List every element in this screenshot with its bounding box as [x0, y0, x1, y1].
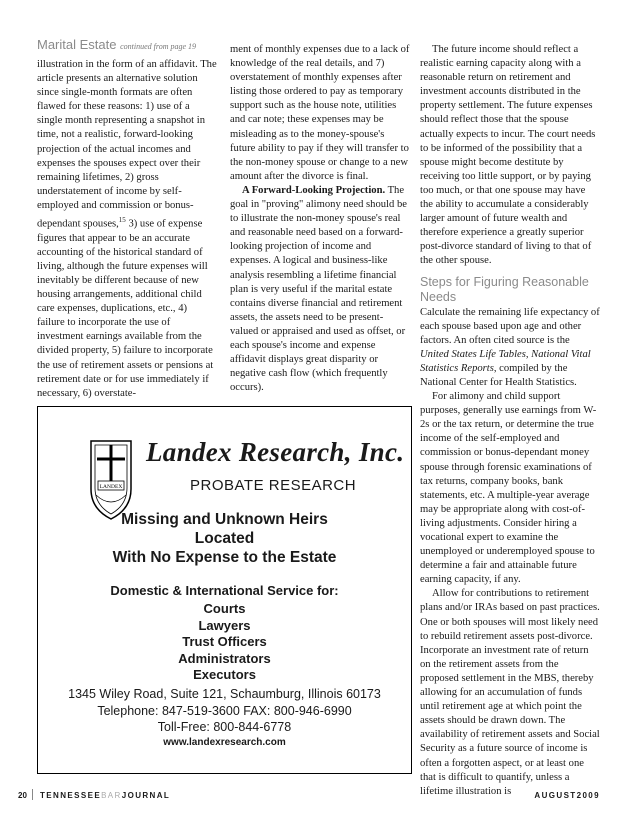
services-list — [38, 601, 411, 684]
column-2 — [230, 43, 411, 395]
address: 1345 Wiley Road, Suite 121, Schaumburg, Illinois 60173 — [68, 687, 381, 701]
page-footer — [0, 788, 638, 804]
contact-block — [38, 686, 411, 736]
service-item: Administrators — [178, 650, 271, 666]
service-item: Lawyers — [198, 617, 251, 633]
division-name: PROBATE RESEARCH — [190, 477, 357, 494]
service-item: Trust Officers — [182, 634, 267, 649]
service-item: Executors — [193, 667, 256, 682]
service-item: Courts — [203, 601, 246, 616]
col2-paragraph-1: ment of monthly expenses due to a lack of knowledge of the real details, and 7) overstatement of monthly expenses after listing those ordered to pay as temporary support such as the house note, utilities and car note; these expenses may be misleading as to the money-spouse's future ability to pay if they will transfer to the non-money spouse or change to a new amount after the divorce is final. — [230, 44, 410, 182]
inline-heading: A Forward-Looking Projection. — [242, 184, 386, 196]
continued-note: continued from page 19 — [120, 42, 197, 51]
ad-headline: Missing and Unknown Heirs Located With No Expense to the Estate — [112, 511, 337, 566]
column-1 — [37, 58, 217, 401]
publication-name: TENNESSEEBARJOURNAL — [40, 791, 171, 800]
col3-paragraph-3: For alimony and child support purposes, generally use earnings from W-2s or the tax return, or determine the true income of the self-employed and commission or bonus-dependant money spouse through forensic examinations of tax returns, company books, bank statements, etc. A multiple-year average may be appropriate along with cost-of-living adjustments. Consider hiring a vocational expert to examine the unemployed or underemployed spouse to determine a fair and attainable future earning capacity, if any. — [420, 391, 597, 586]
toll-free: Toll-Free: 800-844-6778 — [157, 720, 292, 734]
services-title: Domestic & International Service for: — [110, 583, 339, 598]
page-number: 20 — [18, 791, 27, 800]
col2-paragraph-2: A Forward-Looking Projection. The goal in "proving" alimony need should be to illustrate the non-money spouse's real and reasonable need based on a forward-looking projection of income and expenses. A logical and business-like analysis resembling a lifetime financial plan is very useful if the marital estate contains diverse financial and retirement assets, the assets need to be present-valued or appraised and used as offset, or each spouse's income and expense affidavit displays great disparity or negative cash flow (which frequently occurs). — [230, 184, 407, 394]
col3-paragraph-2: Calculate the remaining life expectancy of each spouse based upon age and other factors. An often cited source is the United States Life Tables, National Vital Statistics Reports, compiled by the National Center for Health Statistics. — [420, 306, 600, 388]
section-title: Marital Estate — [37, 37, 117, 52]
footnote-ref[interactable]: 15 — [118, 216, 126, 225]
company-name: Landex Research, Inc. — [146, 437, 405, 467]
col3-paragraph-4: Allow for contributions to retirement plans and/or IRAs based on past practices. One or both spouses will most likely need to rebuild retirement assets post-divorce. Incorporate an investment rate of return on the retirement assets from the proposed settlement in the MBS, thereby allowing for an accumulation of funds until retirement age at which point the assets should be drawn down. The availability of retirement assets and Social Security as a future source of income is often a forgotten aspect, or at least one that is difficult to quantify, unless a lifetime illustration is — [420, 588, 600, 797]
col3-paragraph-1: The future income should reflect a realistic earning capacity along with a reasonable return on retirement and investment accounts distributed in the property settlement. The future expenses should reflect those that the spouse actually expects to incur. The court needs to be informed of the possibility that a spouse might become destitute by receiving too little support, or by paying too much, or that one spouse may have the ability to accumulate a considerably larger amount of future wealth and therefore experience a greatly superior post-divorce standard of living to that of the other spouse. — [420, 44, 596, 267]
phone: Telephone: 847-519-3600 FAX: 800-946-6990 — [97, 703, 352, 718]
subheading: Steps for Figuring Reasonable Needs — [420, 274, 589, 304]
col1-paragraph: illustration in the form of an affidavit. The article presents an alternative solution since single-month formats are often flawed for these reasons: 1) use of a single month representing a snapshot in time, not a realistic, forward-looking projection of the actual incomes and expenses the spouses expect over their remaining lifetimes, 2) gross understatement of income by self-employed and commission or bonus-dependant spouses,$^{15}$ 3) use of expense figures that appear to be an accurate accounting of the historical standard of living, although the future expenses will inevitably be different because of new housing arrangements, additional child care expenses, duplications, etc., 4) failure to incorporate the use of investment earnings available from the divided property, 5) failure to incorporate the use of retirement assets or pensions at retirement date or for use immediately if necessary, 6) overstate- — [37, 59, 217, 399]
advertisement[interactable] — [37, 406, 412, 774]
column-3 — [420, 43, 600, 799]
issue-date: AUGUST2009 — [534, 791, 600, 800]
svg-text:LANDEX: LANDEX — [99, 484, 123, 490]
website-link[interactable]: www.landexresearch.com — [163, 737, 286, 748]
section-header — [37, 37, 196, 52]
footer-divider — [32, 789, 33, 800]
